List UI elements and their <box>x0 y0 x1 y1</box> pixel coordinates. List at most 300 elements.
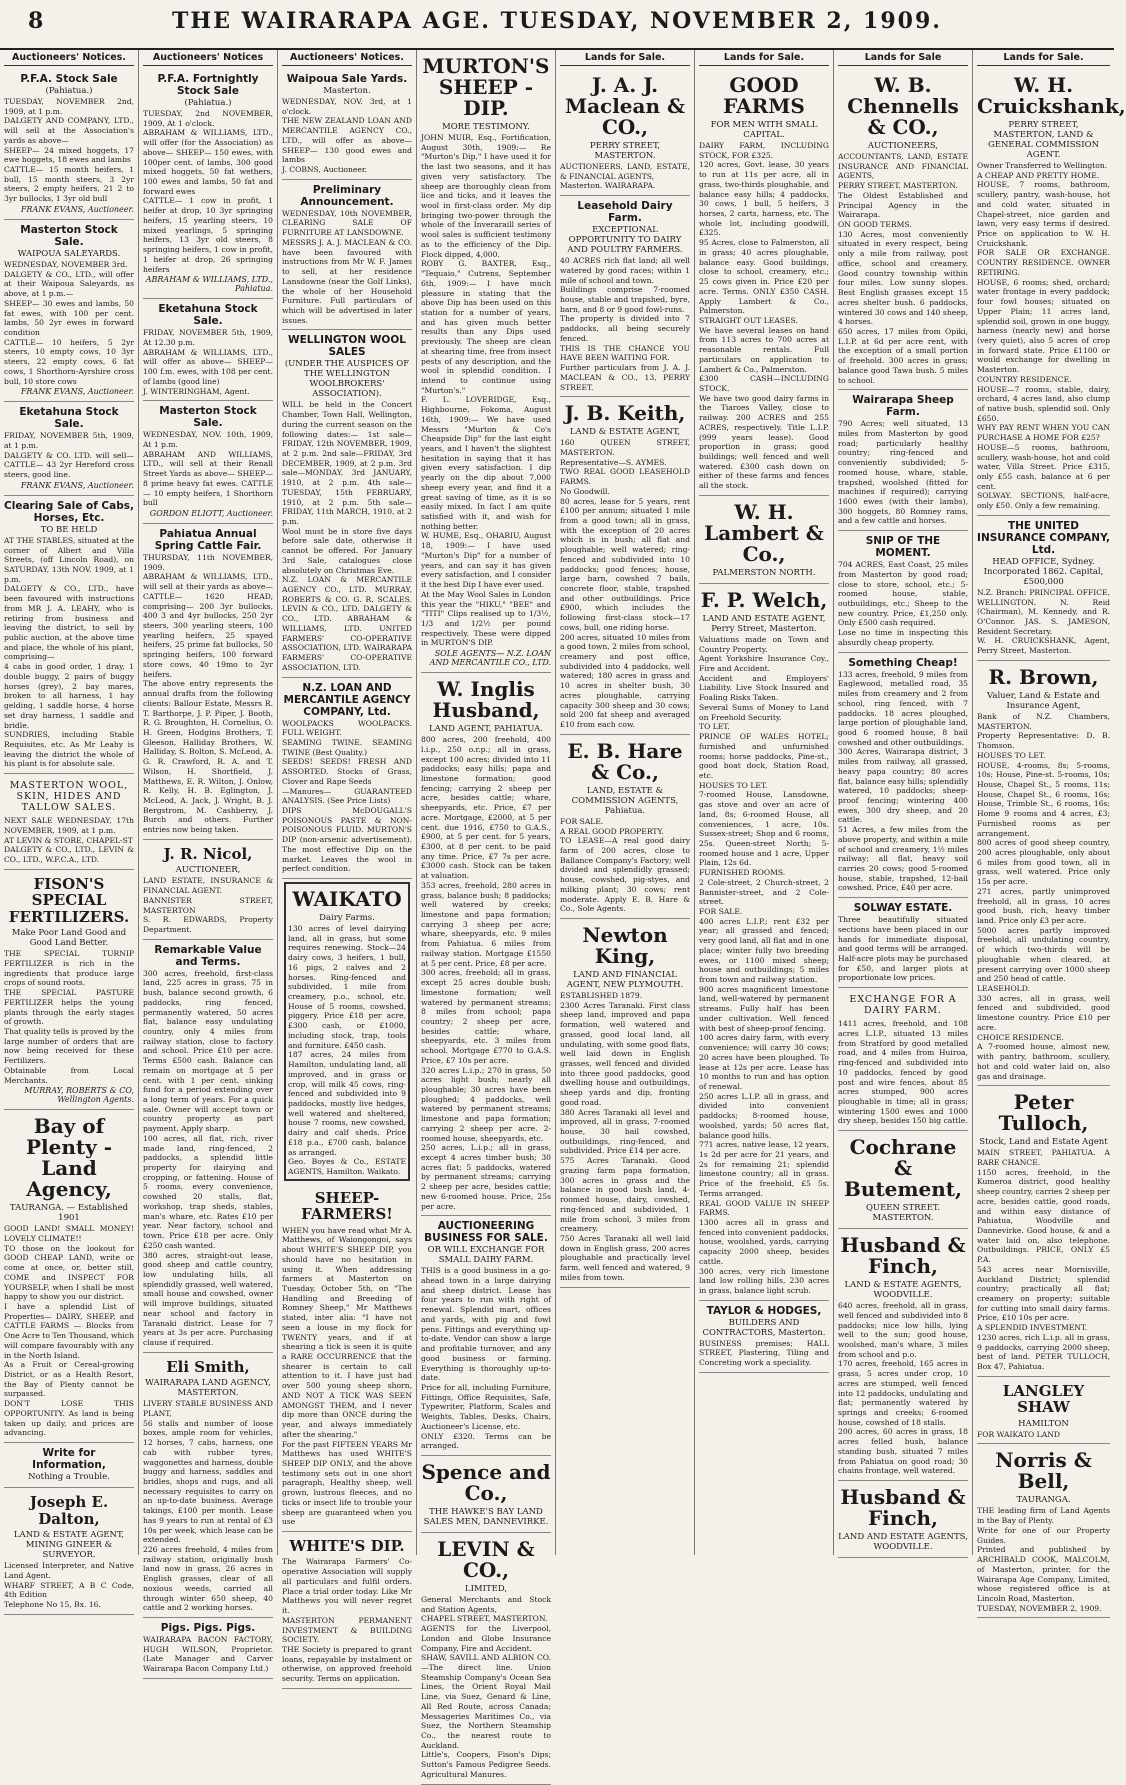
ad-text: Several Sums of Money to Land on Freehold Security. <box>699 702 829 722</box>
ad-title: GOOD FARMS <box>723 73 805 118</box>
advertisement <box>282 180 412 331</box>
ad-text: 300 Acres, Wairarapa district, 3 miles from railway, all grassed, heavy papa country; 80 acres flat, balance easy hills; splendidly watered, 10 paddocks; sheep-proof fencing; wintering 400 ewes, 300 dry sheep, and 20 cattle. <box>838 747 968 825</box>
ad-title: Masterton Stock Sale. <box>20 223 118 248</box>
ad-text: 750 Acres Taranaki all well laid down in English grass, 200 acres ploughable and practically level farm, well fenced and watered, 9 miles from town. <box>560 1233 690 1282</box>
ad-text: Owner Transferred to Wellington. <box>977 161 1108 170</box>
advertisement <box>143 299 273 401</box>
ad-text: TUESDAY, 2nd NOVEMBER, 1909, At 1 o'clock. <box>143 109 273 128</box>
ad-text: HOUSE—5 rooms, bathroom, scullery, wash-house, hot and cold water, Villa Street. Price £315, only £55 cash, balance at 6 per cent. <box>977 442 1110 491</box>
ad-text: WHY PAY RENT WHEN YOU CAN PURCHASE A HOME FOR £25? <box>977 423 1110 443</box>
advertisement <box>838 653 968 899</box>
ad-text: TO LET. <box>699 722 730 732</box>
ad-text: At the May Wool Sales in London this year the "HIKU," "BEE" and "TITI" Clips realised up to 1/3½, 1/3 and 1/2½ per pound respectively. These were dipped in MURTON'S DIP. <box>421 589 551 648</box>
advertisement <box>143 1353 273 1618</box>
ad-title: LANGLEY SHAW <box>1002 1381 1085 1417</box>
ad-text: Wool must be in store five days before sale date, otherwise it cannot be offered. For January 3rd Sale, catalogues close absolutely on Christmas Eve. <box>282 526 412 575</box>
ad-text: That quality tells is proved by the large number of orders that are now being received for these Fertilizers. <box>4 1026 134 1066</box>
ad-text: Write for one of our Property Guides. <box>977 1525 1110 1545</box>
ad-text: CHAPEL STREET, MASTERTON. <box>421 1614 548 1624</box>
advertisement <box>4 402 134 496</box>
ad-text: THE Society is prepared to grant loans, repayable by instalment or otherwise, on approved freehold security. Terms on application. <box>282 1644 412 1684</box>
ad-subtitle: BUILDERS AND CONTRACTORS, Masterton. <box>702 1317 826 1338</box>
ad-title: W. H. Cruickshank, <box>977 73 1126 118</box>
ad-title: F. P. Welch, <box>700 587 828 612</box>
ad-subtitle: LAND & ESTATE AGENT, MINING GINEER & SURVEYOR. <box>13 1530 125 1561</box>
ad-text: 300 acres, freehold; all in grass, except 25 acres double bush; limestone formation; well watered by permanent streams; 8 miles from school; papa country; 2 sheep per acre, besides cattle; whare, sheepyards, etc. 3 miles from school. Mortgage £770 to G.A.S. Price, £7 10s per acre. <box>421 968 551 1065</box>
ad-text: WOOLPACKS WOOLPACKS. FULL WEIGHT. <box>282 718 412 738</box>
advertisement <box>560 397 690 735</box>
ad-title: Remarkable Value and Terms. <box>154 943 262 968</box>
advertisement <box>143 401 273 524</box>
ad-text: 380 acres, straight-out lease, good sheep and cattle country, low undulating hills, all splendidly grassed, well watered, small house and cowshed, owner will improve buildings, situated near school and factory in Taranaki district. Lease for 7 years at 3s per acre. Purchasing clause if required. <box>143 1250 273 1347</box>
ad-text: The above entry represents the annual drafts from the following clients: Ballour Estate, Messrs R. T. Barthorpe, J. P. Piper, J. Booth, R. G. Broughton, H. Cornelius, O. H. Green, Hodgins Brothers, T. Gleeson, Halliday Brothers, W. Halliday, S. Bolton, S. McLeod, A. G. R. Crawford, R. A. and T. Wilson, H. Shortfield, J. Matthews, E. R. Wilton, J. Onlow, R. Kelly, H. B. Eglington, J. McLeod, A. Jack, J. Wright, B. J. Bergstrom, M. Cashberry, J. Burch and others. Further entries now being taken. <box>143 679 273 835</box>
ad-title: R. Brown, <box>988 664 1099 689</box>
ad-title: Cochrane & Butement, <box>843 1135 963 1202</box>
ad-text: ROBY G. BAXTER, Esq., "Tequaio," Cutrens, September 6th, 1909:— I have much pleasure in stating that the above Dip has been used on this station for a number of years, and has given much better results than any Dips used previously. The sheep are clean at shearing time, free from insect pests of any description, and the wool in splendid condition. I intend to continue using "Murton's." <box>421 259 551 395</box>
ad-text: 226 acres freehold, 4 miles from railway station, originally bush land now in grass, 26 acres in English grasses, clear of all noxious weeds, carried all through winter 650 sheep, 40 cattle and 2 working horses. <box>143 1544 273 1613</box>
ad-text: THE leading firm of Land Agents in the Bay of Plenty. <box>977 1506 1110 1526</box>
ad-text: 271 acres, partly unimproved freehold, all in grass, 10 acres good bush, rich, heavy timber land. Price only £3 per acre. <box>977 886 1110 925</box>
ad-text: 130 acres of level dairying land, all in grass, but some requires renewing. Stock—24 dairy cows, 3 heifers, 1 bull, 16 pigs, 2 calves and 2 horses. Ring-fenced and subdivided, 1 mile from creamery, p.o., school, etc. House of 5 rooms, cowshed, piggery. Price £18 per acre, £300 cash, or £1000, including stock, trap, tools and furniture. £450 cash. <box>288 924 406 1050</box>
ad-text: HOUSES TO LET. <box>977 750 1046 760</box>
advertisement <box>699 1301 829 1373</box>
advertisement <box>143 940 273 1353</box>
ad-text: HOUSES TO LET. <box>699 780 768 790</box>
ad-subtitle: Dairy Farms. <box>319 913 375 923</box>
ad-subtitle: QUEEN STREET. MASTERTON. <box>865 1203 941 1224</box>
ad-subtitle: TAURANGA. <box>1016 1495 1071 1506</box>
ad-text: MAIN STREET, PAHIATUA. A RARE CHANCE. <box>977 1148 1110 1167</box>
ad-text: ABRAHAM & WILLIAMS, LTD., will offer as above— SHEEP— 100 f.m. ewes, with 108 per cent. of lambs (good line) <box>143 347 273 386</box>
ad-text: 320 acres L.i.p.; 270 in grass, 50 acres light bush; nearly all ploughable; 30 acres have been ploughed; 4 paddocks, well watered by permanent streams; limestone and papa formation; carrying 2 sheep per acre. 2-roomed house, sheepyards, etc. <box>421 1065 551 1143</box>
advertisement <box>4 220 134 402</box>
ad-text: THIS IS THE CHANCE YOU HAVE BEEN WAITING FOR. <box>560 343 690 363</box>
ad-title: AUCTIONEERING BUSINESS FOR SALE. <box>424 1220 548 1245</box>
ad-text: I have a splendid List of Properties— DAIRY, SHEEP, and CATTLE FARMS — Blocks from One Acre to Ten Thousand, which will compare favourably with any in the North Island. <box>4 1302 134 1360</box>
ad-text: 353 acres, freehold, 280 acres in grass, balance bush; 8 paddocks; well watered by creeks; limestone and papa formation; carrying 3 sheep per acre; whare, sheepyards, etc. 9 miles from Pahiatua. 6 miles from railway station. Mortgage £1550 at 5 per cent. Price, £8 per acre. <box>421 880 551 968</box>
ad-text: CATTLE— 10 heifers, 5 2yr steers, 10 empty cows, 10 3yr steers, 22 empty cows, 6 fat cows, 1 Shorthorn-Ayrshire cross bull, 10 store cows <box>4 337 134 386</box>
ad-text: THE SPECIAL TURNIP FERTILIZER is rich in the ingredients that produce large crops of sound roots. <box>4 949 134 988</box>
column-heading: Lands for Sale. <box>560 50 690 66</box>
ad-text: As a Fruit or Cereal-growing District, or as a Health Resort, the Bay of Plenty cannot be surpassed. <box>4 1360 134 1399</box>
advertisement <box>4 774 134 870</box>
advertisement <box>4 870 134 1111</box>
ad-text: Further particulars from J. A. J. MACLEAN & CO., 13, PERRY STREET. <box>560 363 690 392</box>
ad-text: Buildings comprise 7-roomed house, stable and trapshed, byre, barn, and 8 or 9 good fowl-runs. <box>560 285 690 314</box>
ad-text: SHEEP— 24 mixed hoggets, 17 ewe hoggets, 18 ewes and lambs <box>4 145 134 165</box>
ad-text: Licensed Interpreter, and Native Land Agent. <box>4 1561 134 1580</box>
ad-text: PERRY STREET, MASTERTON. <box>838 181 958 191</box>
advertisement <box>282 1532 412 1689</box>
ad-signature: MURRAY, ROBERTS & CO, Wellington Agents. <box>24 1086 134 1105</box>
ad-text: 1150 acres, freehold, in the Kumeroa district, good healthy sheep country, carries 2 sheep per acre, besides cattle, good roads, and within easy distance of Pahiatua, Woodville and Dannevirke. Good house, & and a water laid on, also telephone. Outbuildings. PRICE, ONLY £5 P.A. <box>977 1167 1111 1265</box>
ad-text: ONLY £320. Terms can be arranged. <box>421 1431 551 1451</box>
advertisement <box>699 69 829 496</box>
advertisement <box>421 1216 551 1456</box>
ad-text: A REAL GOOD PROPERTY. <box>560 826 664 836</box>
ad-subtitle: LAND, ESTATE & COMMISSION AGENTS, Pahiatua. <box>571 785 679 816</box>
ad-subtitle: EXCEPTIONAL OPPORTUNITY TO DAIRY AND POULTRY FARMERS. <box>567 225 683 256</box>
ad-title: WHITE'S DIP. <box>289 1536 405 1555</box>
advertisement <box>977 1444 1110 1618</box>
ad-title: W. B. Chennells & CO., <box>847 73 959 139</box>
ad-text: N.Z. Branch: PRINCIPAL OFFICE, WELLINGTON. N. Reid (Chairman), M. Kennedy, and R. O'Connor. JAS. S. JAMESON, Resident Secretary. <box>977 587 1110 636</box>
ad-text: Three beautifully situated sections have been placed in our hands for immediate disposal, and good terms will be arranged. Half-acre plots may be purchased for £50, and larger plots at proportionate low prices. <box>838 915 968 983</box>
ad-text: DALGETY & CO., LTD., will offer at their Waipoua Saleyards, as above, at 1 p.m.— <box>4 269 134 299</box>
column-7 <box>834 50 973 1555</box>
ad-text: SHAW, SAVILL AND ALBION CO.—The direct line. Union Steamship Company's Ocean Sea Lines, the Orient Royal Mail Line, via Suez, Genard & Line, All Red Route, across Canada; Messageries Maritimes Co., via Suez, the Northern Steamship Co., the nearest route to Auckland. <box>421 1653 551 1750</box>
ad-text: WHARF STREET, A B C Code, 4th Edition <box>4 1580 134 1600</box>
ad-text: 200 acres, 60 acres in grass, 18 acres felled bush, balance standing bush, situated 7 miles from Pahiatua on good road; 30 chains frontage, well watered. <box>838 1427 968 1476</box>
ad-text: 900 acres magnificent limestone land, well-watered by permanent streams. Fully half has been under cultivation. Well fenced with best of sheep-proof fencing. <box>699 984 829 1033</box>
ad-text: COUNTRY RESIDENCE. <box>977 374 1072 384</box>
newspaper-columns <box>0 50 1126 1779</box>
advertisement <box>421 50 551 673</box>
ad-text: WHEN you have read what Mr A. Matthews, of Waiongongoi, says about WHITE'S SHEEP DIP, you should have no hesitation in using it. When addressing farmers at Masterton on Tuesday, October 5th, on "The Handling and Breeding of Romney Sheep," Mr Matthews stated, inter alia: "I have not seen a louse in my flock for TWENTY years, and if at shearing a tick is seen it is quite a RARE OCCURRENCE that the shearer is certain to call attention to it. I have just had over 500 young sheep shorn, AND NOT A TICK WAS SEEN AMONGST THEM, and I never dip more than ONCE during the year, and always immediately after the shearing." <box>282 1225 412 1439</box>
ad-text: Bank of N.Z. Chambers, MASTERTON. <box>977 711 1110 731</box>
ad-text: 380 Acres Taranaki all level and improved, all in grass, 7-roomed house, 30 bail cowshed, outbuildings, ring-fenced, and subdivided. Price £14 per acre. <box>560 1107 690 1156</box>
ad-text: TUESDAY, NOVEMBER 2nd, 1909, at 1 p.m. <box>4 97 134 116</box>
ad-title: Something Cheap! <box>848 656 958 669</box>
ad-subtitle: LIMITED, <box>464 1583 508 1594</box>
ad-text: General Merchants and Stock and Station Agents, <box>421 1594 551 1614</box>
ad-text: A SPLENDID INVESTMENT. <box>977 1323 1088 1333</box>
ad-title: Pigs. Pigs. Pigs. <box>160 1622 256 1634</box>
ad-title: Husband & Finch, <box>840 1485 966 1531</box>
ad-title: Bay of Plenty - Land Agency, <box>25 1114 113 1202</box>
ad-text: JOHN MUIR, Esq., Fortification, August 30th, 1909:— Re "Murton's Dip," I have used it for the last two seasons, and it has given very satisfactory. The sheep are thoroughly clean from lice and ticks, and it leaves the wool in first-class order. My dip bringing two-power through the whole of the Inveraraill series of wool sales is sufficient testimony as to the efficiency of the Dip. Flock dipped, 4,000. <box>421 133 551 259</box>
ad-text: HOUSE, 7 rooms, bathroom, scullery, pantry, wash-house, hot and cold water, situated in Chapel-street, nice garden and lawn, very easy terms if desired. Price on application to W. H. Cruickshank. <box>977 180 1110 248</box>
ad-text: GOOD LAND! SMALL MONEY! LOVELY CLIMATE!! <box>4 1224 134 1243</box>
ad-text: CATTLE— 15 month heifers, 1 bull, 15 month steers, 3 2yr steers, 2 empty heifers, 21 2 to 3yr bullocks, 1 3yr old bull <box>4 165 134 204</box>
advertisement <box>4 1110 134 1443</box>
advertisement <box>4 496 134 774</box>
ad-text: 1411 acres, freehold, and 108 acres L.I.P., situated 13 miles from Stratford by good metalled road, and 4 miles from Huiroa, ring-fenced and subdivided into 10 paddocks, fenced by good post and wire fences, about 85 acres stumped, 900 acres ploughable in time; all in grass; wintering 1500 ewes and 1000 dry sheep, besides 150 big cattle. <box>838 1019 968 1126</box>
advertisement <box>421 673 551 1216</box>
ad-subtitle: PALMERSTON NORTH. <box>712 567 816 578</box>
ad-title: Wairarapa Sheep Farm. <box>852 394 954 419</box>
ad-text: 640 acres, freehold, all in grass, well fenced and subdivided into 8 paddocks; nice low hills, lying well to the sun; good house, woolshed, man's whare, 3 miles from school and p.o. <box>838 1301 968 1359</box>
ad-title: Eketahuna Stock Sale. <box>19 406 119 431</box>
ad-text: The Oldest Established and Principal Agency in the Wairarapa. <box>838 190 968 220</box>
ad-text: 120 acres, Govt. lease, 30 years to run at 11s per acre, all in grass, two-thirds ploughable, and balance easy hills; 4 paddocks, 30 cows, 1 bull, 5 heifers, 3 horses, 2 carts, harness, etc. The whole lot, including goodwill, £325. <box>699 160 829 238</box>
ad-text: Obtainable from Local Merchants. <box>4 1065 134 1085</box>
ad-text: 300 acres, very rich limestone land low rolling hills, 230 acres in grass, balance light scrub. <box>699 1266 829 1296</box>
advertisement <box>143 1618 273 1679</box>
ad-text: THE NEW ZEALAND LOAN AND MERCANTILE AGENCY CO., LTD., will offer as above— SHEEP— 130 good ewes and lambs <box>282 116 412 165</box>
ad-text: 250 acres, L.i.p.; all in grass, except 4 acres timber bush; 30 acres flat; 5 paddocks, watered by permanent streams; carrying 2 sheep per acre, besides cattle; new 6-roomed house. Price, 25s per acre. <box>421 1143 551 1211</box>
ad-subtitle: TAURANGA. — Established 1901 <box>9 1203 129 1224</box>
ad-title: TAYLOR & HODGES, <box>706 1304 822 1317</box>
ad-text: 130 Acres, most conveniently situated in every respect, being only a mile from railway, post office, school and creamery. Good country township within four miles. Low sunny slopes. Best English grasses except 15 acres shelter bush. 6 paddocks, wintered 30 cows and 140 sheep, 4 horses. <box>838 229 968 327</box>
ad-subtitle: Nothing a Trouble. <box>28 1472 110 1483</box>
column-heading: Auctioneers' Notices. <box>4 50 134 66</box>
advertisement <box>560 919 690 1288</box>
ad-text: WAIRARAPA BACON FACTORY, HUGH WILSON, Proprietor. (Late Manager and Carver Wairarapa Bacon Company Ltd.) <box>143 1635 273 1674</box>
ad-text: WEDNESDAY, NOV. 3rd, at 1 o'clock. <box>282 97 412 116</box>
ad-text: WILL be held in the Concert Chamber, Town Hall, Wellington, during the current season on the following dates:— 1st sale—FRIDAY, 12th NOVEMBER, 1909, at 2 p.m. 2nd sale—FRIDAY, 3rd DECEMBER, 1909, at 2 p.m. 3rd sale—MONDAY, 3rd JANUARY, 1910, at 2 p.m. 4th sale—TUESDAY, 15th FEBRUARY, 1910, at 2 p.m. 5th sale—FRIDAY, 11th MARCH, 1910, at 2 p.m. <box>282 400 412 526</box>
ad-title: THE UNITED INSURANCE COMPANY, Ltd. <box>977 519 1110 556</box>
ad-text: HOUSE, 4-rooms, 8s; 5-rooms, 10s; House, Pine-st. 5-rooms, 10s; House, Chapel St., 5 rooms, 11s; House, Chapel St., 6 rooms, 16s; House, Trimble St., 6 rooms, 16s; Home 9 rooms and 4 acres, £3; Furnished rooms as per arrangement. <box>977 760 1110 838</box>
advertisement <box>838 531 968 652</box>
ad-text: ON GOOD TERMS. <box>838 220 912 230</box>
ad-title: P.F.A. Stock Sale <box>20 73 118 85</box>
ad-subtitle: Make Poor Land Good and Good Land Better. <box>11 928 127 949</box>
advertisement <box>699 584 829 1301</box>
ad-text: 2300 Acres Taranaki. First class sheep land, improved and papa formation, well watered and grassed, good local land, all undulating, with some good flats, well laid down in English grasses, well fenced and divided into three good paddocks, good dwelling house and outbuildings, sheep yards and dip, fronting good road. <box>560 1000 690 1107</box>
ad-title: J. R. Nicol, <box>163 844 253 863</box>
ad-text: THIS is a good business in a go-ahead town in a large dairying and sheep district. Lease has four years to run with right of renewal. Splendid mart, offices and yards, with pig and fowl pens. Fittings and everything up-to-date. Vendor can show a large and profitable turnover, and any good business or farming. Everything is thoroughly up-to-date. <box>421 1266 551 1383</box>
ad-subtitle: MORE TESTIMONY. <box>441 122 531 132</box>
ad-title: Eli Smith, <box>166 1357 250 1376</box>
ad-text: £300 CASH—INCLUDING STOCK. <box>699 374 829 393</box>
advertisement <box>560 196 690 397</box>
ad-text: 133 acres, freehold, 9 miles from Eaglewood, metalled road, 35 miles from creamery and 2 from school, ring fenced, with 7 paddocks. 18 acres ploughed, large portion of ploughable land, good 6 roomed house, 8 bail cowshed and other outbuildings. <box>838 669 968 747</box>
ad-title: WAIKATO <box>292 887 402 911</box>
ad-text: The Wairarapa Farmers' Co-operative Association will supply all particulars and fulfil orders. Place a trial order today. Like Mr Matthews you will never regret it. <box>282 1557 412 1616</box>
ad-text: 100 acres dairy farm, with every convenience; will carry 30 cows; 20 acres have been ploughed. To lease at 12s per acre. Lease has 10 months to run and has option of renewal. <box>699 1033 829 1091</box>
advertisement <box>4 1488 134 1615</box>
ad-text: W. HUME, Esq., OHARIU, August 18, 1909:— I have used "Murton's Dip" for a number of years, and can say it has given every satisfaction, and I consider it the best Dip I have ever used. <box>421 531 551 590</box>
ad-text: AUCTIONEERS, LAND, ESTATE, & FINANCIAL AGENTS, <box>560 162 690 181</box>
ad-text: 1300 acres all in grass and fenced into convenient paddocks, house, woolshed, yards, carrying capacity 2000 sheep, besides cattle. <box>699 1218 829 1266</box>
ad-text: HOUSE, 6 rooms; shed, orchard; water frontage in every paddock; four fowl houses; situated on Upper Plain; 11 acres land, splendid soil, grown in one buggy, harness (nearly new) and horse (very quiet), also 5 acres of crop in forward state. Price £1100 or would exchange for dwelling in Masterton. <box>977 277 1110 375</box>
ad-text: W. H. CRUICKSHANK, Agent, Perry Street, Masterton. <box>977 636 1110 656</box>
column-6 <box>695 50 834 1555</box>
ad-text: We have several leases on hand from 113 acres to 700 acres at reasonable rentals. Full particulars on application to Lambert & Co., Palmerston. <box>699 325 829 374</box>
ad-subtitle: Valuer, Land & Estate and Insurance Agent, <box>987 690 1100 711</box>
ad-text: STRAIGHT OUT LEASES. <box>699 315 798 325</box>
ad-text: TWO REAL GOOD LEASEHOLD FARMS. <box>560 467 690 487</box>
ad-text: 771 acres, native lease, 12 years, 1s 2d per acre for 21 years, and 2s for remaining 21; splendid limestone country; all in grass. Price of the freehold, £5 5s. Terms arranged. <box>699 1140 829 1198</box>
advertisement <box>4 69 134 220</box>
ad-text: For the past FIFTEEN YEARS Mr Matthews has used WHITE'S SHEEP DIP ONLY, and the above testimony sets out in one short paragraph, Healthy sheep, well grown, lustrous fleeces, and no ticks or insect life to trouble your sheep are guaranteed when you use <box>282 1439 412 1527</box>
ad-text: SHEEP— 30 ewes and lambs, 50 fat ewes, with 100 per cent. lambs, 50 2yr ewes in forward condition <box>4 298 134 337</box>
ad-title: WELLINGTON WOOL SALES <box>288 334 406 359</box>
ad-text: 543 acres near Mornisville, Auckland District; splendid country; practically all flat; creamery on property; suitable for cutting into small dairy farms. Price, £10 10s per acre. <box>977 1264 1110 1323</box>
column-5 <box>556 50 695 1555</box>
ad-text: F. L. LOVERIDGE, Esq., Highbourne, Fokoma, August 16th, 1909:— We have used Messrs "Murton & Co's Cheapside Dip" for the last eight years, and I haven't the slightest hesitation in saying that it has given every satisfaction. I dip yearly on the dip about 7,000 sheep every year, and find it a great saving of time, as it is so easily mixed. In fact I am quite satisfied with it, and wish for nothing better. <box>421 395 551 531</box>
masthead <box>0 0 1114 50</box>
ad-text: Lose no time in inspecting this absurdly cheap property. <box>838 628 968 647</box>
ad-text: ABRAHAM AND WILLIAMS, LTD., will sell at their Renall Street Yards as above— SHEEP— 8 prime heavy fat ewes. CATTLE— 10 empty heifers, 1 Shorthorn bull <box>143 449 273 508</box>
ad-text: 800 acres of good sheep country, 200 acres ploughable, only about 6 miles from good town, all in grass, well watered. Price only 15s per acre. <box>977 838 1110 887</box>
ad-title: Eketahuna Stock Sale. <box>158 303 258 328</box>
ad-signature: FRANK EVANS, Auctioneer. <box>20 204 134 214</box>
advertisement <box>4 1443 134 1488</box>
ad-text: LAND ESTATE, INSURANCE & FINANCIAL AGENT. <box>143 876 273 896</box>
ad-signature: FRANK EVANS, Auctioneer. <box>20 387 134 397</box>
ad-text: Property Representative: D. B. Thomson. <box>977 731 1110 751</box>
ad-text: —Manures— GUARANTEED ANALYSIS. (See Price Lists) <box>282 786 412 806</box>
ad-title: W. Inglis Husband, <box>432 677 540 723</box>
ad-text: N.Z. LOAN & MERCANTILE AGENCY CO., LTD. MURRAY, ROBERTS & CO. G. R. SCALES. LEVIN & CO., LTD. DALGETY & CO., LTD. ABRAHAM & WILLIAMS, LTD. UNITED FARMERS' CO-OPERATIVE ASSOCIATION, LTD. WAIRARAPA FARMERS' CO-OPERATIVE ASSOCIATION, LTD. <box>282 575 412 672</box>
advertisement <box>977 1377 1110 1445</box>
ad-text: ESTABLISHED 1879. <box>560 990 643 1000</box>
ad-title: FISON'S SPECIAL FERTILIZERS. <box>8 874 130 926</box>
ad-text: Price for all, including Furniture, Fittings, Office Requisites, Safe, Typewriter, Platform, Scales and Weights, Tables, Desks, Chairs, Auctioneer's License, etc. <box>421 1382 551 1431</box>
ad-text: SUNDRIES, including Stable Requisites, etc. As Mr Leahy is leaving the district the whole of his plant is for absolute sale. <box>4 730 134 769</box>
ad-text: 40 ACRES rich flat land; all well watered by good races; within 1 mile of school and town. <box>560 256 690 285</box>
ad-text: FOR WAIKATO LAND <box>977 1429 1060 1439</box>
advertisement <box>838 1229 968 1481</box>
ad-text: FOR SALE OR EXCHANGE. COUNTRY RESIDENCE. OWNER RETIRING. <box>977 248 1110 277</box>
ad-text: AT THE STABLES, situated at the corner of Albert and Villa Streets, (off Lincoln Road), on SATURDAY, 13th NOV. 1909, at 1 p.m. <box>4 535 134 584</box>
ad-text: HOUSE—7 rooms, stable, dairy, orchard, 4 acres land, also clump of native bush, splendid soil. Only £650. <box>977 384 1110 423</box>
advertisement <box>421 1456 551 1533</box>
ad-title: MASTERTON WOOL, SKIN, HIDES AND TALLOW SALES. <box>9 780 129 814</box>
ad-text: 4 cabs in good order, 1 dray, 1 double buggy, 2 pairs of buggy horses (grey), 2 bay mares, broken to all harness, 1 hay gelding, 1 saddle horse, 4 horse set dray harness, 1 saddle and bridle. <box>4 662 134 730</box>
ad-text: BUSINESS premises; HALL STREET, Plastering, Tiling and Concreting work a speciality. <box>699 1338 829 1368</box>
ad-text: 5000 acres partly improved freehold, all undulating country, of which two-thirds will be ploughable when cleared, at present carrying over 1000 sheep and 250 head of cattle. <box>977 925 1110 984</box>
column-heading: Auctioneers' Notices <box>143 50 273 66</box>
column-4 <box>417 50 556 1779</box>
ad-text: DON'T LOSE THIS OPPORTUNITY. As land is being taken up daily, and prices are advancing. <box>4 1399 134 1438</box>
ad-title: P.F.A. Fortnightly Stock Sale <box>157 73 259 97</box>
ad-text: LIVERY STABLE BUSINESS AND PLANT, <box>143 1399 273 1418</box>
ad-text: 575 Acres Taranaki. Good grazing farm papa formation, 300 acres in grass and the balance in good bush land, 4-roomed house, dairy, cowshed, ring-fenced and subdivided, 1 mile from school, 3 miles from creamery. <box>560 1156 690 1234</box>
ad-subtitle: (Pahiatua.) <box>45 86 93 96</box>
ad-title: Pahiatua Annual Spring Cattle Fair. <box>154 528 262 552</box>
ad-text: AGENTS for the Liverpool, London and Globe Insurance Company, Fire and Accident. <box>421 1624 551 1653</box>
ad-text: 300 acres, freehold, first-class land, 225 acres in grass, 75 in bush, balance second growth, 6 paddocks, ring fenced, permanently watered, 50 acres flat, balance easy undulating country, only 4 miles from railway station, close to factory and school. Price £10 per acre. Terms £500 cash. Balance can remain on mortgage at 5 per cent. with 1 per cent. sinking fund for a period extending over a long term of years. For a quick sale. Owner will accept town or country property as part payment. Apply sharp. <box>143 968 273 1134</box>
ad-text: 170 acres, freehold, 165 acres in grass, 5 acres under crop, 10 acres are stumped, well fenced into 12 paddocks, undulating and flat; permanently watered by springs and creeks; 6-roomed house, cowshed of 18 stalls. <box>838 1359 968 1427</box>
ad-text: 80 acres, lease for 5 years, rent £100 per annum; situated 1 mile from a good town; all in grass, with the exception of 20 acres which is in bush; all flat and ploughable; well watered; ring-fenced and subdivided into 10 paddocks; good fences; house, large barn, cowshed 7 bails, concrete floor, stable, trapshed and other outbuildings. Price £900, which includes the following first-class stock—17 cows, bull, one riding horse. <box>560 496 690 632</box>
ad-title: MURTON'S SHEEP - DIP. <box>422 54 550 120</box>
ad-text: Agent Yorkshire Insurance Coy., Fire and Accident. <box>699 654 829 674</box>
ad-text: 1230 acres, rich L.i.p. all in grass, 9 paddocks, carrying 2000 sheep, best of land. PETER TULLOCH, Box 47, Pahiatua. <box>977 1332 1110 1372</box>
ad-text: THURSDAY, 11th NOVEMBER, 1909. <box>143 553 273 572</box>
ad-text: ABRAHAM & WILLIAMS, LTD., will offer (for the Association) as above— SHEEP— 150 ewes, with 100per cent. of lambs, 300 good mixed hoggets, 50 fat wethers, 100 ewes and lambs, 50 fat and forward ewes <box>143 128 273 196</box>
ad-text: 51 Acres, a few miles from the above property, and within a mile of school and creamery, 1½ miles railway; all flat, heavy soil carries 20 cows; good 5-roomed house, stable, trapshed, 12-bail cowshed. Price, £40 per acre. <box>838 825 968 893</box>
ad-text: 7-roomed House, Lansdowne, gas stove and over an acre of land, 8s; 6-roomed House, all conveniences, 1 acre, 10s. Sussex-street; Shop and 6 rooms, 25s. Queen-street North; 5-roomed house and 1 acre, Upper Plain, 12s 6d. <box>699 790 829 868</box>
ad-text: BANNISTER STREET, MASTERTON <box>143 895 273 915</box>
advertisement <box>838 988 968 1131</box>
ad-signature: GORDON ELIOTT, Auctioneer. <box>149 509 273 518</box>
ad-text: 800 acres, 200 freehold, 400 l.i.p., 250 o.r.p.; all in grass, except 100 acres; divided into 11 paddocks; easy hills; papa and limestone formation; good fencing; carrying 2 sheep per acre, besides cattle; whare, sheepyards, etc. Price, £7 per acre. Mortgage, £2000, at 5 per cent. due 1916, £750 to G.A.S., £900, at 5 per cent. for 5 years, £300, at 8 per cent. to be paid any time. Price, £7 7s per acre. £3000 cash. Stock can be taken at valuation. <box>421 735 551 881</box>
ad-text: 790 Acres; well situated, 13 miles from Masterton by good road; particularly healthy country; ring-fenced and conveniently subdivided; 5-roomed house, whare, stable, trapshed, woolshed (fitted for machines if required); carrying 1600 ewes (with their lambs), 300 hoggets, 80 Romney rams, and a few cattle and horses. <box>838 419 968 526</box>
ad-text: A CHEAP AND PRETTY HOME. <box>977 170 1100 180</box>
ad-signature: SOLE AGENTS— N.Z. LOAN AND MERCANTILE CO., LTD. <box>429 649 551 668</box>
ad-title: Write for Information, <box>32 1447 106 1472</box>
advertisement <box>143 69 273 299</box>
ad-title: Leasehold Dairy Farm. <box>577 200 673 225</box>
advertisement <box>560 735 690 919</box>
ad-text: DALGETY & CO., LTD., LEVIN & CO., LTD., W.F.C.A., LTD. <box>4 845 134 864</box>
ad-text: DAIRY FARM, INCLUDING STOCK, FOR £325. <box>699 141 829 160</box>
ad-text: ACCOUNTANTS, LAND, ESTATE INSURANCE AND FINANCIAL AGENTS, <box>838 152 968 181</box>
ad-subtitle: LAND AND ESTATE AGENT, Perry Street, Masterton. <box>702 613 826 634</box>
ad-text: TUESDAY, NOVEMBER 2, 1909. <box>977 1603 1102 1613</box>
advertisement <box>977 69 1126 516</box>
ad-text: SEAMING TWINE. SEAMING TWINE (Best Quality.) <box>282 737 412 757</box>
ad-title: LEVIN & CO., <box>437 1536 535 1582</box>
advertisement <box>560 69 690 196</box>
ad-text: 330 acres, all in grass, well fenced and subdivided, good limestone country. Price £10 per acre. <box>977 993 1110 1032</box>
ad-text: ABRAHAM & WILLIAMS, LTD., will sell at their yards as above— CATTLE— 1620 HEAD, comprising— 200 3yr bullocks, 400 3 and 4yr bullocks, 250 2yr steers, 300 yearling steers, 100 yearling heifers, 25 spayed heifers, 25 prime fat bullocks, 50 springing heifers, 100 forward store cows, 40 19mo to 2yr heifers. <box>143 572 273 679</box>
ad-title: Waipoua Sale Yards. <box>286 73 408 85</box>
ad-title: J. B. Keith, <box>564 401 686 426</box>
ad-signature: ABRAHAM & WILLIAMS, LTD., Pahiatua. <box>145 275 273 294</box>
ad-text: NEXT SALE WEDNESDAY, 17th NOVEMBER, 1909, at 1 p.m. <box>4 816 134 835</box>
advertisement <box>282 330 412 677</box>
ad-subtitle: (UNDER THE AUSPICES OF THE WELLINGTON WOOLBROKERS' ASSOCIATION). <box>284 359 410 400</box>
ad-text: LEASEHOLD. <box>977 984 1030 994</box>
advertisement <box>838 1481 968 1558</box>
ad-text: No Goodwill. <box>560 486 610 496</box>
ad-subtitle: LAND AGENT, PAHIATUA. <box>428 724 544 735</box>
column-heading: Auctioneers' Notices. <box>282 50 412 66</box>
ad-title: EXCHANGE FOR A DAIRY FARM. <box>849 994 957 1017</box>
ad-text: Masterton. WAIRARAPA. <box>560 181 656 191</box>
ad-text: 95 Acres, close to Falmerston, all in grass; 40 acres ploughable, balance easy. Good buildings, close to school, creamery, etc.; 25 cows given in. Price £20 per acre. Terms. ONLY £350 CASH. Apply Lambert & Co., Palmerston. <box>699 238 829 316</box>
ad-text: CATTLE— 1 cow in profit, 1 heifer at drop, 10 3yr springing heifers, 15 yearling steers, 10 mixed yearlings, 5 springing heifers, 13 3yr old steers, 8 springing heifers, 1 cow in profit, 1 heifer at drop, 26 springing heifers <box>143 196 273 274</box>
ad-text: MASTERTON PERMANENT INVESTMENT & BUILDING SOCIETY. <box>282 1615 412 1645</box>
ad-text: 187 acres, 24 miles from Hamilton, undulating land, all improved, and in grass or crop, will milk 45 cows, ring-fenced and subdivided into 9 paddocks, mostly live hedges, well watered and sheltered, house 7 rooms, new cowshed, dairy and calf sheds. Price £18 p.a., £700 cash, balance as arranged. <box>288 1050 406 1157</box>
ad-text: AT LEVIN & STORE, CHAPEL-ST <box>4 835 133 845</box>
ad-text: TO LEASE—A real good dairy farm of 200 acres, close to Ballance Company's Factory; well divided and splendidly grassed; house, cowshed, pig-styes, and milking plant; 30 cows; rent moderate. Apply E. B. Hare & Co., Sole Agents. <box>560 836 690 914</box>
ad-text: SEEDS! SEEDS! FRESH AND ASSORTED. Stocks of Grass, Clover and Rape Seeds <box>282 757 412 786</box>
ad-text: 100 acres, all flat, rich, river made land, ring-fenced, 2 paddocks, a splendid little property for dairying and cropping, or fattening. House of 5 rooms, every convenience, cowshed 20 stalls, flat, workshop, trap sheds, stables, man's whare, etc. Rates £10 per year. Near factory, school and town. Price £18 per acre. Only £250 cash wanted. <box>143 1133 273 1250</box>
ad-text: A 7-roomed house, almost new, with pantry, bathroom, scullery, hot and cold water laid on, also gas and drainage. <box>977 1042 1110 1081</box>
ad-subtitle: PERRY STREET, MASTERTON, LAND & GENERAL COMMISSION AGENT. <box>987 120 1100 160</box>
ad-text: 56 stalls and number of loose boxes, ample room for vehicles, 12 horses, 7 cabs, harness, one cab with rubber tyres, waggonettes and harness, double buggy and harness, saddles and bridles, shops and rugs, and all necessary requisites to carry on an up-to-date business. Average takings, £100 per month. Lease has 9 years to run at rental of £3 10s per week, which lease can be extended. <box>143 1418 273 1545</box>
ad-text: Accident and Employers' Liability. Live Stock Insured and Foaling Risks Taken. <box>699 673 829 703</box>
ad-text: FOR SALE. <box>699 907 743 916</box>
ad-subtitle: (Pahiatua.) <box>184 98 232 108</box>
ad-text: Little's, Coopers, Fison's Dips; Sutton's Famous Pedigree Seeds. Agricultural Manures. <box>421 1750 551 1779</box>
advertisement <box>838 69 968 390</box>
advertisement <box>977 1086 1110 1377</box>
advertisement <box>699 496 829 584</box>
ad-subtitle: THE HAWKE'S BAY LAND SALES MEN, DANNEVIRKE. <box>423 1506 549 1527</box>
ad-title: J. A. J. Maclean & CO., <box>564 73 686 139</box>
advertisement <box>282 678 412 880</box>
column-2 <box>139 50 278 1674</box>
advertisement <box>838 390 968 531</box>
column-8 <box>973 50 1126 1613</box>
ad-text: FURNISHED ROOMS. <box>699 868 786 878</box>
ad-text: 400 acres L.I.P.; rent £32 per year; all grassed and fenced; very good land, all flat and in one place; winter fully two breeding ewes, or 1100 mixed sheep; house and outbuildings; 5 miles from town and railway station. <box>699 916 829 985</box>
ad-title: Masterton Stock Sale. <box>159 405 257 430</box>
ad-text: WEDNESDAY, NOV. 10th, 1909, At 1 p.m. <box>143 430 273 449</box>
ad-title: Joseph E. Dalton, <box>29 1493 109 1528</box>
ad-text: DALGETY & CO. LTD. will sell— CATTLE— 43 2yr Hereford cross steers, good line. <box>4 450 134 480</box>
ad-subtitle: TO BE HELD <box>40 524 98 535</box>
ad-text: Geo. Boyes & Co., ESTATE AGENTS, Hamilton. Waikato. <box>288 1157 406 1176</box>
ad-subtitle: LAND AND ESTATE AGENTS, WOODVILLE. <box>838 1532 968 1553</box>
ad-text: FOR SALE. <box>560 816 604 826</box>
ad-text: SOLWAY. SECTIONS, half-acre, only £50. Only a few remaining. <box>977 491 1110 511</box>
ad-subtitle: OR WILL EXCHANGE FOR SMALL DAIRY FARM. <box>427 1245 545 1266</box>
advertisement <box>977 661 1110 1086</box>
column-3 <box>278 50 417 1684</box>
ad-signature: FRANK EVANS, Auctioneer. <box>20 480 134 490</box>
page-title: THE WAIRARAPA AGE. TUESDAY, NOVEMBER 2, 1909. <box>172 8 942 34</box>
ad-text: DIPS McDOUGALL'S POISONOUS PASTE & NON-POISONOUS FLUID. MURTON'S DIP (non-arsenic advertisement). The most effective Dip on the market. Leaves the wool in perfect condition. <box>282 805 412 874</box>
ad-subtitle: FOR MEN WITH SMALL CAPITAL. <box>710 120 818 140</box>
ad-text: Printed and published by ARCHIBALD COOK, MALCOLM, of Masterton, printer, for the Wairarapa Age Company, Limited, whose registered office is at Lincoln Road, Masterton. <box>977 1545 1110 1603</box>
ad-subtitle: Masterton. <box>323 86 371 96</box>
ad-subtitle: LAND & ESTATE AGENT, <box>569 427 681 438</box>
ad-text: We have two good dairy farms in the Tiaroes Valley, close to railway. 200 ACRES and 255 ACRES, respectively. Title L.I.P. (999 years lease). Good proportion in grass; good buildings; well fenced and well watered. £300 cash down on either of these farms and fences all the stock. <box>699 393 829 491</box>
ad-subtitle: HAMILTON <box>1018 1418 1069 1429</box>
ad-title: SNIP OF THE MOMENT. <box>865 535 941 560</box>
ad-text: CHOICE RESIDENCE. <box>977 1032 1064 1042</box>
ad-subtitle: HEAD OFFICE, Sydney. Incorporated 1862. Capital, £500,000 <box>983 556 1104 587</box>
column-heading: Lands for Sale. <box>699 50 829 66</box>
page-number: 8 <box>28 8 44 34</box>
